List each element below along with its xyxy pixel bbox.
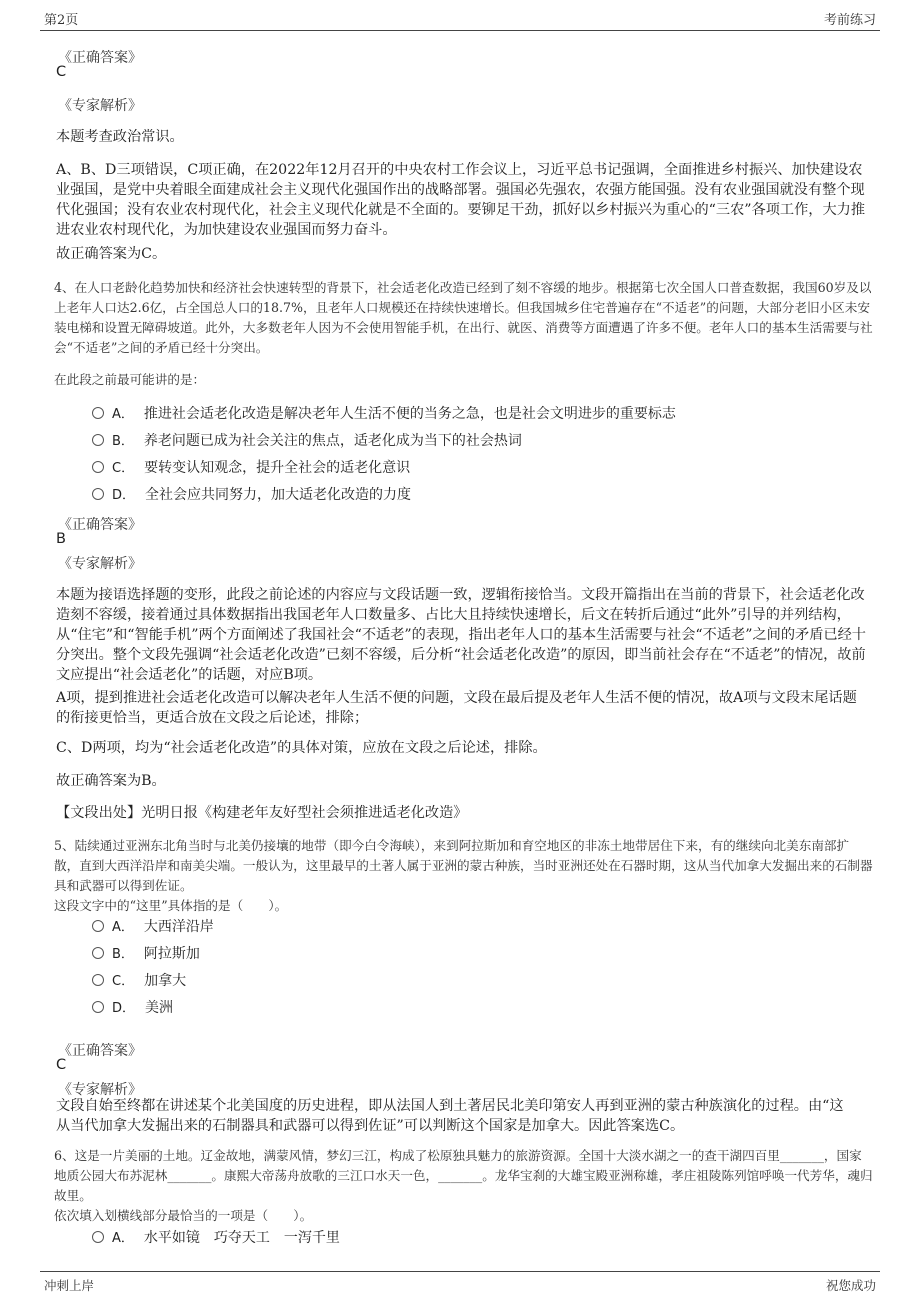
question-stem: 6、这是一片美丽的土地。辽金故地，满蒙风情，梦幻三江，构成了松原独具魅力的旅游资源。全国十大淡水湖之一的查干湖四百里_______，国家地质公园大布苏泥林_______。康熙大帝荡舟放歌的三江口水天一色，_______。龙华宝刹的大雄宝殿亚洲称雄，孝庄祖陵陈列馆呼唤一代芳华，魂归故里。 — [54, 1148, 873, 1203]
analysis-conclusion: 故正确答案为C。 — [56, 246, 167, 262]
radio-icon[interactable] — [92, 407, 104, 419]
question-stem: 5、陆续通过亚洲东北角当时与北美仍接壤的地带（即今白令海峡），来到阿拉斯加和育空地区的非冻土地带居住下来，有的继续向北美东南部扩散，直到大西洋沿岸和南美尖端。一般认为，这里最早的土著人属于亚洲的蒙古种族，当时亚洲还处在石器时期，这从当代加拿大发掘出来的石制器具和武器可以得到佐证。 — [54, 838, 873, 893]
question-stem: 4、在人口老龄化趋势加快和经济社会快速转型的背景下，社会适老化改造已经到了刻不容缓的地步。根据第七次全国人口普查数据，我国60岁及以上老年人口达2.6亿，占全国总人口的18.7%，且老年人口规模还在持续快速增长。但我国城乡住宅普遍存在“不适老”的问题，大部分老旧小区未安装电梯和设置无障碍坡道。此外，大多数老年人因为不会使用智能手机，在出行、就医、消费等方面遭遇了许多不便。老年人口的基本生活需要与社会“不适老”之间的矛盾已经十分突出。 — [54, 280, 873, 355]
correct-answer: B — [56, 531, 66, 547]
option-c[interactable]: C． 要转变认知观念，提升全社会的适老化意识 — [92, 457, 410, 477]
option-d[interactable]: D． 美洲 — [92, 997, 173, 1017]
page-header — [0, 0, 920, 30]
analysis-conclusion: 故正确答案为B。 — [56, 773, 166, 789]
radio-icon[interactable] — [92, 488, 104, 500]
page-number: 第2页 — [44, 13, 79, 28]
question-prompt: 依次填入划横线部分最恰当的一项是（ ）。 — [54, 1208, 313, 1223]
correct-answer: C — [56, 1057, 67, 1073]
option-a[interactable]: A． 大西洋沿岸 — [92, 916, 214, 936]
header-divider — [40, 30, 880, 31]
radio-icon[interactable] — [92, 974, 104, 986]
answer-label: 《正确答案》 — [58, 1043, 142, 1059]
analysis-paragraph: 本题为接语选择题的变形，此段之前论述的内容应与文段话题一致，逻辑衔接恰当。文段开篇指出在当前的背景下，社会适老化改造刻不容缓，接着通过具体数据指出我国老年人口数量多、占比大且持续快速增长，后文在转折后通过“此外”引导的并列结构，从“住宅”和“智能手机”两个方面阐述了我国社会“不适老”的表现，指出老年人口的基本生活需要与社会“不适老”之间的矛盾已经十分突出。整个文段先强调“社会适老化改造”已刻不容缓，后分析“社会适老化改造”的原因，即当前社会存在“不适老”的情况，故前文应提出“社会适老化”的话题，对应B项。 — [56, 587, 866, 683]
analysis-paragraph: A、B、D三项错误，C项正确，在2022年12月召开的中央农村工作会议上，习近平总书记强调，全面推进乡村振兴、加快建设农业强国，是党中央着眼全面建成社会主义现代化强国作出的战略部署。强国必先强农，农强方能国强。没有农业强国就没有整个现代化强国；没有农业农村现代化，社会主义现代化就是不全面的。要铆足干劲，抓好以乡村振兴为重心的“三农”各项工作，大力推进农业农村现代化，为加快建设农业强国而努力奋斗。 — [56, 162, 866, 238]
analysis-paragraph: A项，提到推进社会适老化改造可以解决老年人生活不便的问题，文段在最后提及老年人生活不便的情况，故A项与文段末尾话题的衔接更恰当，更适合放在文段之后论述，排除； — [56, 690, 857, 726]
question-prompt: 在此段之前最可能讲的是： — [54, 372, 206, 387]
answer-label: 《正确答案》 — [58, 517, 142, 533]
analysis-label: 《专家解析》 — [58, 1082, 142, 1098]
option-a[interactable]: A． 水平如镜 巧夺天工 一泻千里 — [92, 1227, 340, 1247]
option-c[interactable]: C． 加拿大 — [92, 970, 186, 990]
radio-icon[interactable] — [92, 947, 104, 959]
option-a[interactable]: A． 推进社会适老化改造是解决老年人生活不便的当务之急，也是社会文明进步的重要标志 — [92, 403, 676, 423]
answer-label: 《正确答案》 — [58, 50, 142, 66]
radio-icon[interactable] — [92, 434, 104, 446]
footer-right-text: 祝您成功 — [825, 1278, 876, 1293]
analysis-paragraph: 本题考查政治常识。 — [56, 129, 184, 145]
radio-icon[interactable] — [92, 1231, 104, 1243]
analysis-paragraph: C、D两项，均为“社会适老化改造”的具体对策，应放在文段之后论述，排除。 — [56, 740, 547, 756]
radio-icon[interactable] — [92, 1001, 104, 1013]
question-prompt: 这段文字中的“这里”具体指的是（ ）。 — [54, 898, 288, 913]
footer-divider — [40, 1271, 880, 1272]
footer-left-text: 冲刺上岸 — [44, 1278, 95, 1293]
page-footer — [0, 1266, 920, 1302]
correct-answer: C — [56, 64, 67, 80]
source-citation: 【文段出处】光明日报《构建老年友好型社会须推进适老化改造》 — [56, 805, 468, 821]
analysis-label: 《专家解析》 — [58, 556, 142, 572]
option-b[interactable]: B． 阿拉斯加 — [92, 943, 200, 963]
analysis-paragraph: 文段自始至终都在讲述某个北美国度的历史进程，即从法国人到土著居民北美印第安人再到亚洲的蒙古种族演化的过程。由“这从当代加拿大发掘出来的石制器具和武器可以得到佐证”可以判断这个国家是加拿大。因此答案选C。 — [56, 1098, 844, 1134]
option-b[interactable]: B． 养老问题已成为社会关注的焦点，适老化成为当下的社会热词 — [92, 430, 522, 450]
radio-icon[interactable] — [92, 461, 104, 473]
radio-icon[interactable] — [92, 920, 104, 932]
analysis-label: 《专家解析》 — [58, 98, 142, 114]
header-title: 考前练习 — [823, 13, 876, 28]
option-d[interactable]: D． 全社会应共同努力，加大适老化改造的力度 — [92, 484, 411, 504]
